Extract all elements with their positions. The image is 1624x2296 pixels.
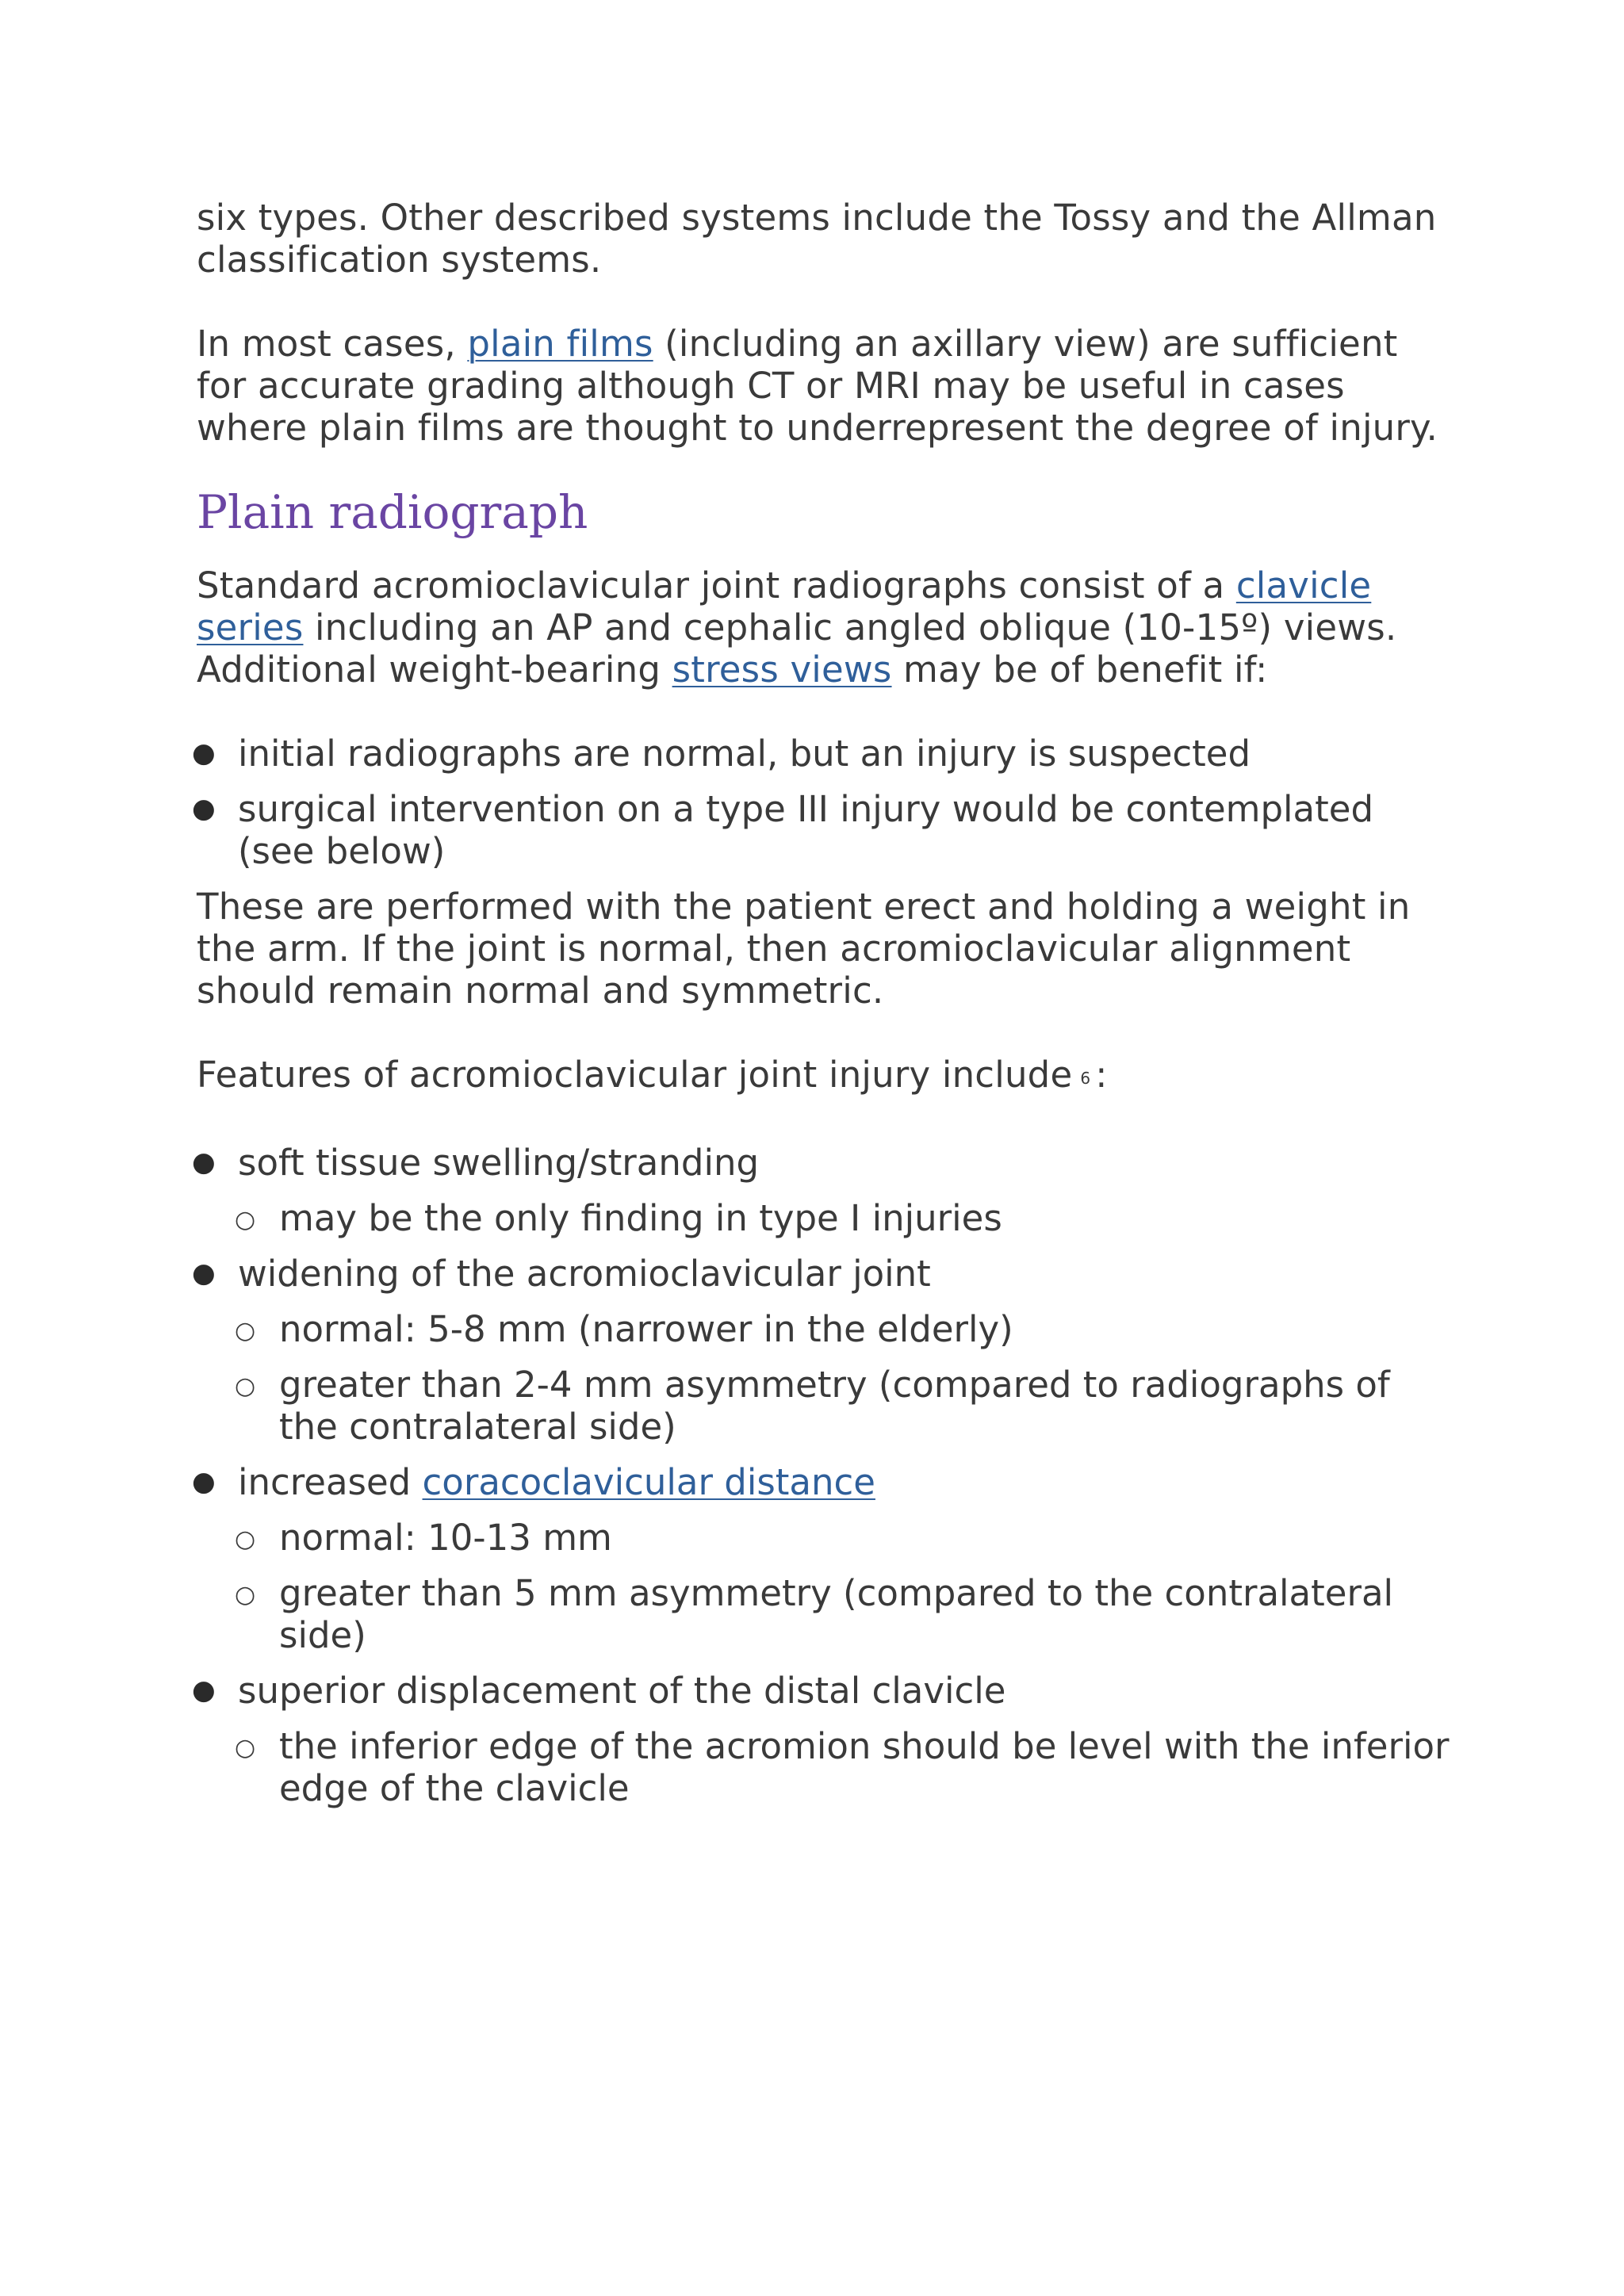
list-item-text: surgical intervention on a type III injury would be contemplated (see below)	[238, 788, 1374, 872]
circle-bullet-icon: ○	[235, 1734, 256, 1762]
section-heading: Plain radiograph	[197, 485, 588, 539]
standard-text-1: Standard acromioclavicular joint radiographs consist of a	[197, 564, 1236, 607]
sub-list-item	[235, 1572, 1450, 1656]
sub-list	[235, 1725, 1450, 1809]
circle-bullet-icon: ○	[235, 1317, 256, 1345]
standard-text-2: including an AP and cephalic angled oblique (10-15º) views. Additional weight-bearing	[197, 607, 1397, 691]
features-paragraph	[197, 1054, 1450, 1100]
sub-list-item	[235, 1364, 1450, 1448]
circle-bullet-icon: ○	[235, 1372, 256, 1400]
clavicle-series-link[interactable]: clavicle series	[197, 564, 1372, 649]
list-item	[192, 1253, 1450, 1448]
sub-list	[235, 1197, 1450, 1239]
features-text: Features of acromioclavicular joint injury include	[197, 1054, 1073, 1096]
plain-films-link[interactable]: plain films	[467, 323, 653, 365]
sub-list-item	[235, 1308, 1450, 1350]
list-item-text: widening of the acromioclavicular joint	[238, 1253, 931, 1295]
sub-list-item-text: greater than 5 mm asymmetry (compared to the contralateral side)	[279, 1572, 1394, 1656]
list-item-text: superior displacement of the distal clavicle	[238, 1670, 1006, 1712]
sub-list-item	[235, 1517, 1450, 1559]
reference-marker[interactable]: 6	[1080, 1069, 1091, 1088]
imaging-paragraph	[197, 323, 1450, 449]
features-list	[192, 1142, 1450, 1809]
document-page	[192, 197, 1450, 1823]
sub-list-item	[235, 1197, 1450, 1239]
features-colon: :	[1095, 1054, 1108, 1096]
list-item-text: soft tissue swelling/stranding	[238, 1142, 760, 1184]
standard-views-paragraph	[197, 564, 1450, 691]
sub-list-item-text: normal: 10-13 mm	[279, 1517, 612, 1559]
performed-paragraph: These are performed with the patient erect and holding a weight in the arm. If the joint is normal, then acromioclavicular alignment should remain normal and symmetric.	[197, 886, 1411, 1012]
sub-list-item-text: greater than 2-4 mm asymmetry (compared to radiographs of the contralateral side)	[279, 1364, 1390, 1448]
circle-bullet-icon: ○	[235, 1206, 256, 1234]
list-item	[192, 733, 1450, 775]
list-item	[192, 1142, 1450, 1239]
list-item-text: initial radiographs are normal, but an injury is suspected	[238, 733, 1251, 775]
sub-list-item	[235, 1725, 1450, 1809]
bullet-icon: ●	[192, 1257, 216, 1289]
sub-list-item-text: may be the only finding in type I injuries	[279, 1197, 1002, 1239]
circle-bullet-icon: ○	[235, 1525, 256, 1553]
sub-list-item-text: the inferior edge of the acromion should be level with the inferior edge of the clavicle	[279, 1725, 1450, 1809]
list-item	[192, 1461, 1450, 1656]
imaging-text-end: (including an axillary view) are sufficient for accurate grading although CT or MRI may be useful in cases where plain films are thought to underrepresent the degree of injury.	[197, 323, 1438, 449]
bullet-icon: ●	[192, 1674, 216, 1706]
bullet-icon: ●	[192, 1466, 216, 1498]
bullet-icon: ●	[192, 1146, 216, 1178]
coracoclavicular-distance-link[interactable]: coracoclavicular distance	[422, 1461, 875, 1503]
sub-list	[235, 1308, 1450, 1448]
list-item-text: increased	[238, 1461, 423, 1503]
list-item	[192, 788, 1450, 872]
sub-list	[235, 1517, 1450, 1656]
intro-paragraph: six types. Other described systems include the Tossy and the Allman classification systems.	[197, 197, 1437, 281]
circle-bullet-icon: ○	[235, 1581, 256, 1609]
stress-indications-list	[192, 733, 1450, 872]
imaging-text-start: In most cases,	[197, 323, 468, 365]
bullet-icon: ●	[192, 737, 216, 769]
stress-views-link[interactable]: stress views	[672, 649, 892, 691]
standard-text-3: may be of benefit if:	[891, 649, 1268, 691]
bullet-icon: ●	[192, 793, 216, 825]
sub-list-item-text: normal: 5-8 mm (narrower in the elderly)	[279, 1308, 1013, 1350]
list-item	[192, 1670, 1450, 1809]
